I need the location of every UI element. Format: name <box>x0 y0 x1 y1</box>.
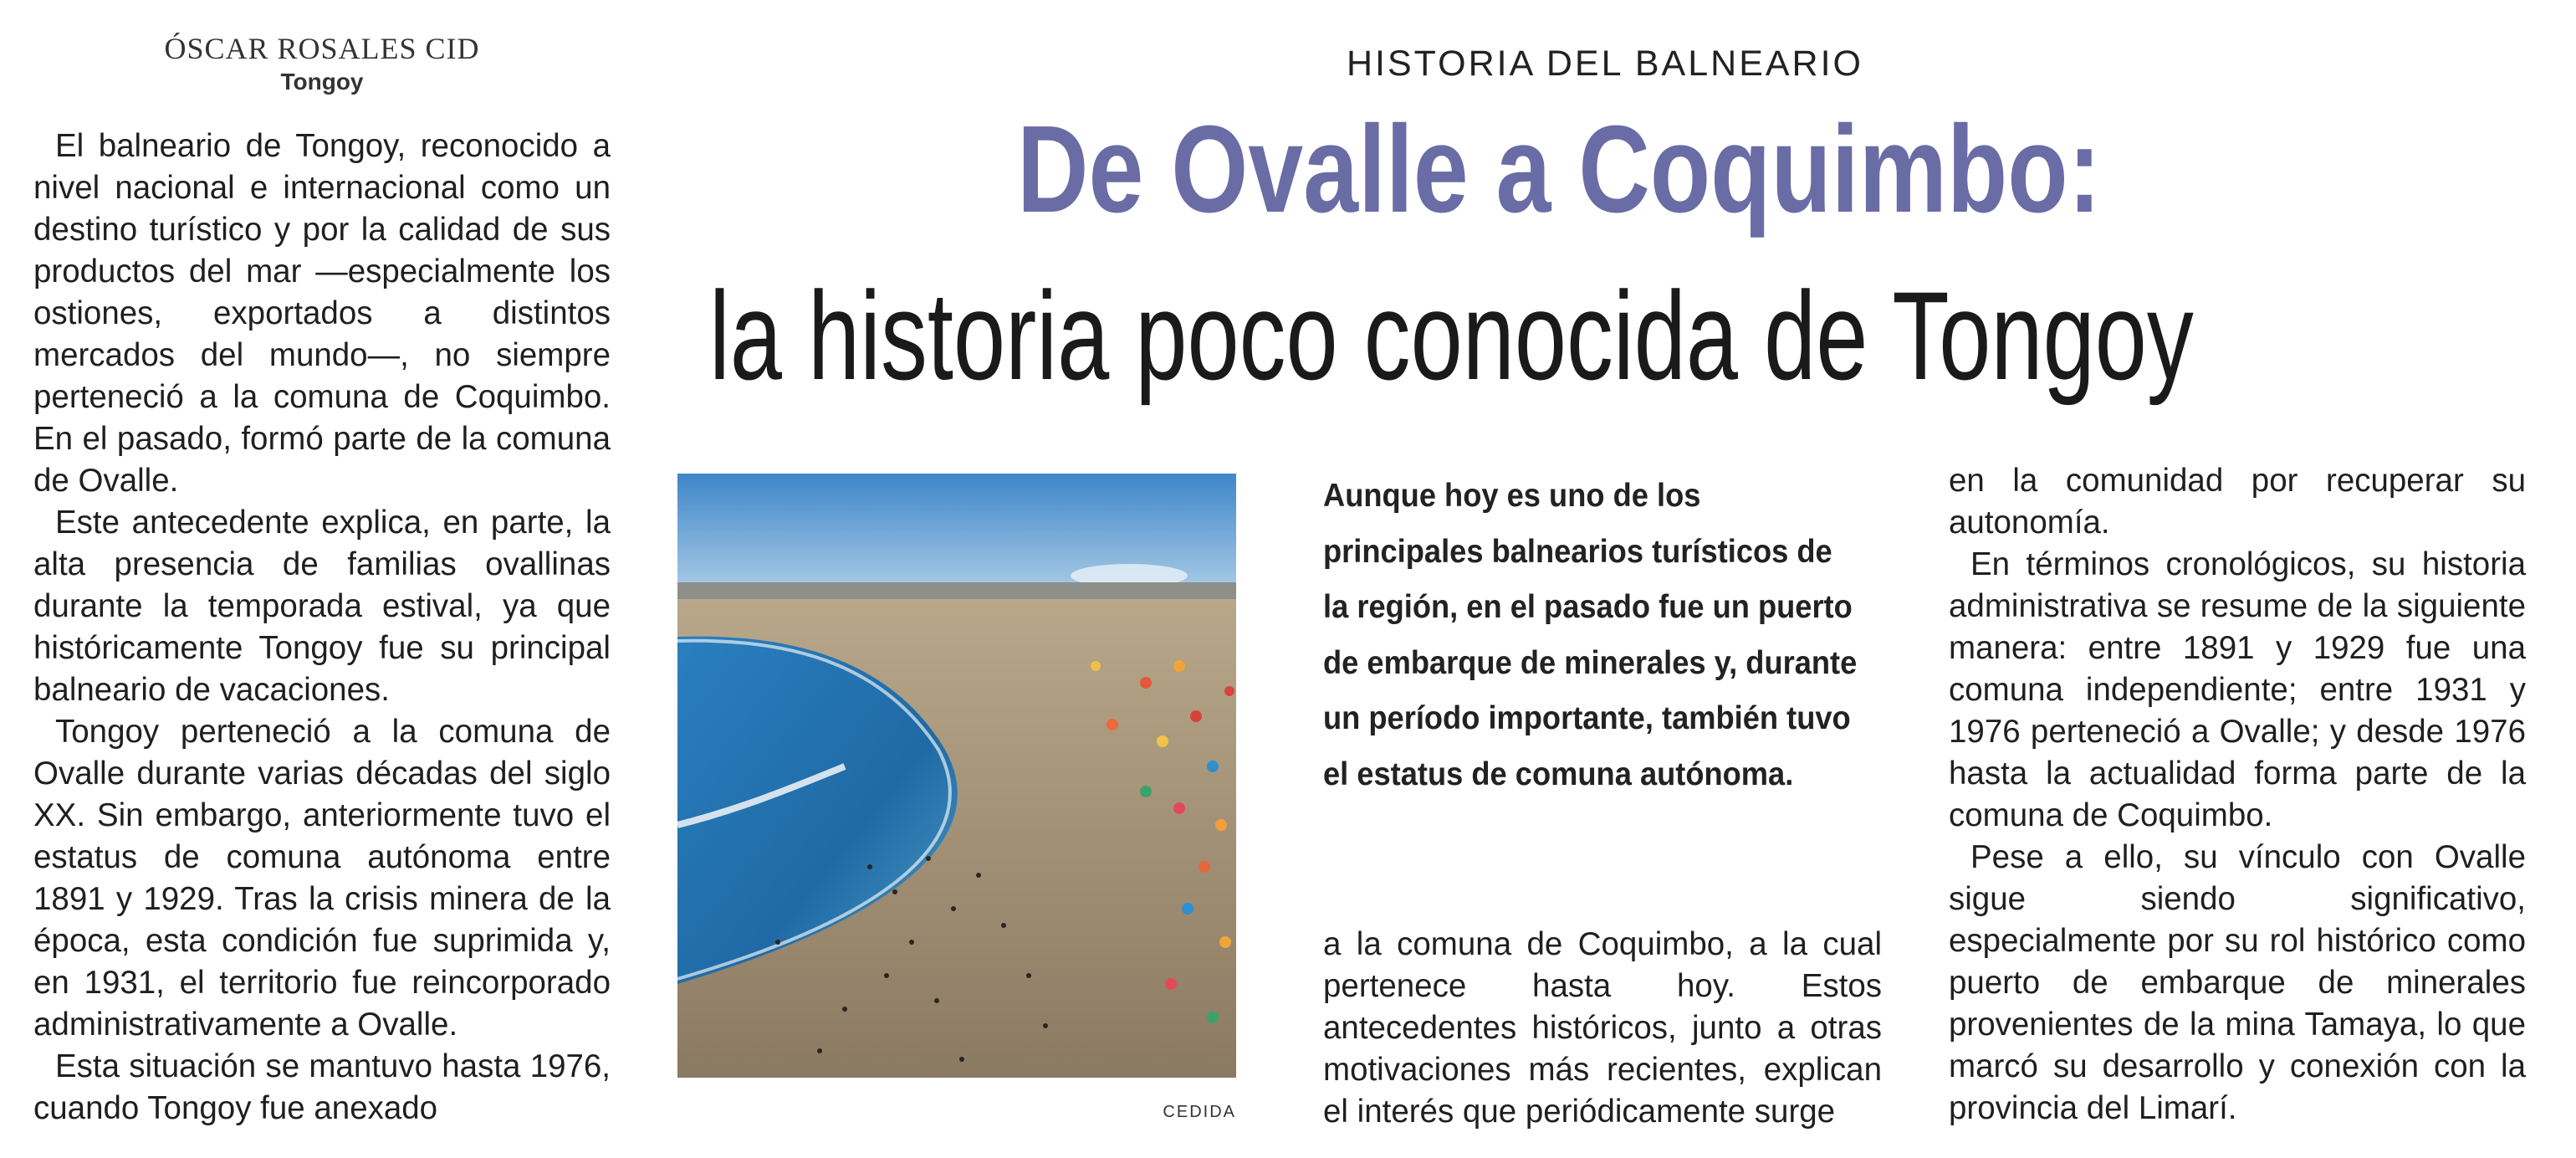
article-column-4 <box>1949 460 2526 1130</box>
paragraph: Tongoy perteneció a la comuna de Ovalle durante varias décadas del siglo XX. Sin embargo, anteriormente tuvo el estatus de comuna autónoma entre 1891 y 1929. Tras la crisis minera de la época, esta condición fue suprimida y, en 1931, el territorio fue reincorporado administrativamente a Ovalle. <box>33 714 611 1043</box>
paragraph: Este antecedente explica, en parte, la alta presencia de familias ovallinas durante la temporada estival, ya que históricamente Tongoy fue su principal balneario de vacaciones. <box>33 505 611 708</box>
headline-primary: De Ovalle a Coquimbo: <box>1017 100 2102 238</box>
article-column-3 <box>1323 924 1882 1133</box>
paragraph: Esta situación se mantuvo hasta 1976, cuando Tongoy fue anexado <box>33 1048 611 1126</box>
byline <box>33 30 611 97</box>
dateline-location: Tongoy <box>280 69 364 95</box>
beach-photo <box>677 474 1236 1078</box>
paragraph: Pese a ello, su vínculo con Ovalle sigue siendo significativo, especialmente por su rol histórico como puerto de embarque de minerales provenientes de la mina Tamaya, lo que marcó su desarrollo y conexión con la provincia del Limarí. <box>1949 839 2526 1126</box>
article-lead <box>1323 469 1860 802</box>
section-kicker: HISTORIA DEL BALNEARIO <box>1347 44 1864 84</box>
photo-credit: CEDIDA <box>1163 1103 1236 1121</box>
article-column-1 <box>33 126 611 1130</box>
headline-secondary: la historia poco conocida de Tongoy <box>709 265 2194 406</box>
lead-paragraph: Aunque hoy es uno de los principales balnearios turísticos de la región, en el pasado fue un puerto de embarque de minerales y, durante un período importante, también tuvo el estatus de comuna autónoma. <box>1323 478 1858 792</box>
paragraph: En términos cronológicos, su historia administrativa se resume de la siguiente manera: entre 1891 y 1929 fue una comuna independiente; entre 1931 y 1976 perteneció a Ovalle; y desde 1976 hasta la actualidad forma parte de la comuna de Coquimbo. <box>1949 546 2526 833</box>
paragraph: en la comunidad por recuperar su autonomía. <box>1949 463 2526 541</box>
paragraph: a la comuna de Coquimbo, a la cual pertenece hasta hoy. Estos antecedentes históricos, junto a otras motivaciones más recientes, explican el interés que periódicamente surge <box>1323 926 1882 1130</box>
author-name: ÓSCAR ROSALES CID <box>164 32 480 65</box>
beach-photo-illustration <box>677 474 1236 1078</box>
paragraph: El balneario de Tongoy, reconocido a nivel nacional e internacional como un destino turístico y por la calidad de sus productos del mar —especialmente los ostiones, exportados a distintos mercados del mundo—, no siempre perteneció a la comuna de Coquimbo. En el pasado, formó parte de la comuna de Ovalle. <box>33 128 611 499</box>
